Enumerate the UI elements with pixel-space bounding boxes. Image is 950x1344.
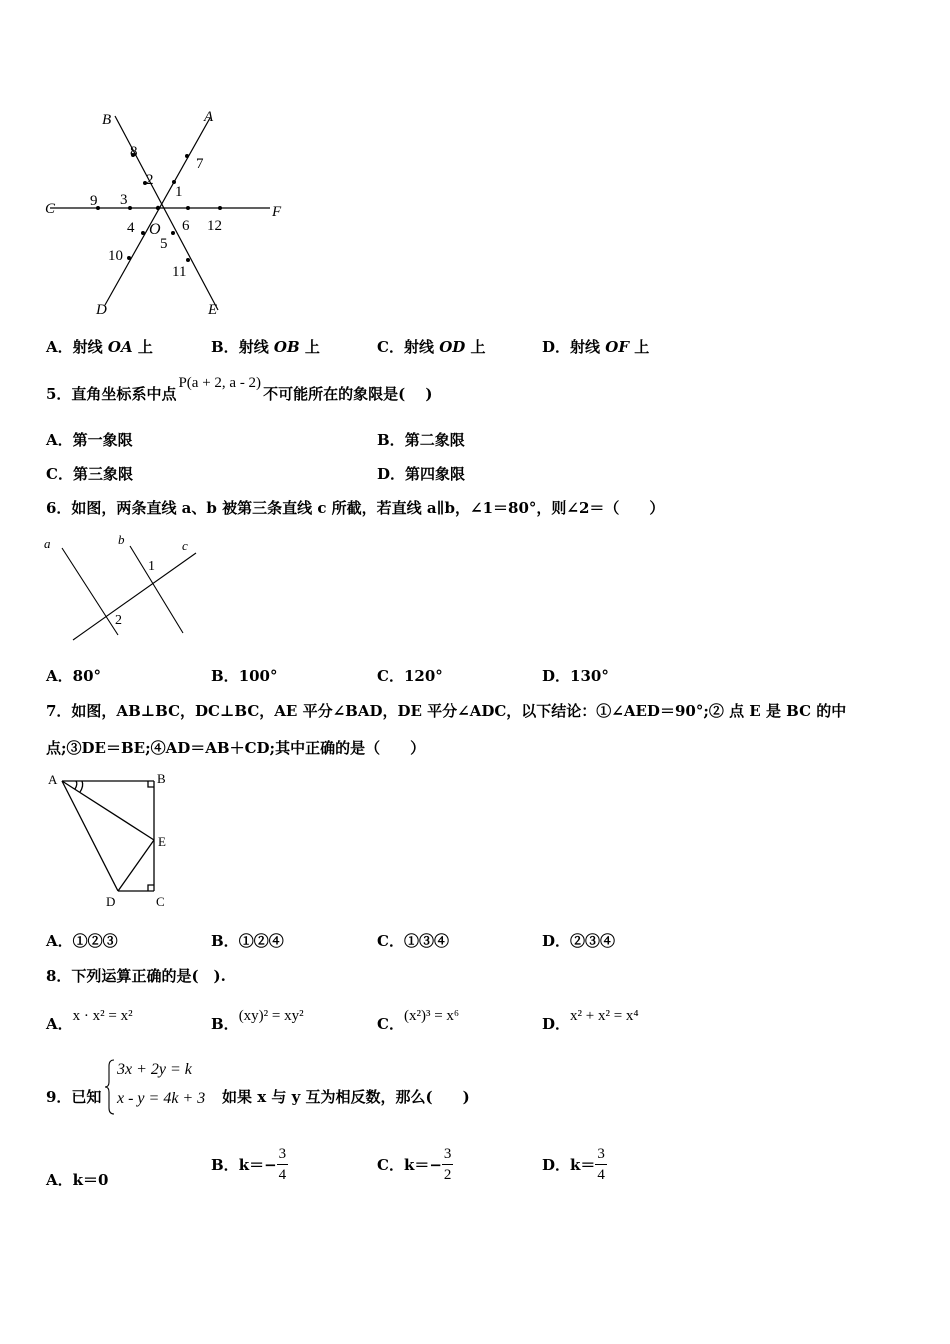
angle-arc-A1: [75, 781, 77, 789]
right-angle-B: [148, 781, 154, 787]
q6-option-d[interactable]: D．130°: [542, 667, 609, 685]
q9-brace: [104, 1058, 116, 1116]
q9-suffix: 如果 x 与 y 互为相反数，那么( ): [222, 1088, 470, 1106]
label-3: 3: [120, 192, 128, 208]
q8-option-c[interactable]: C．(x²)³ = x⁶: [377, 1008, 460, 1033]
point-10: [127, 256, 131, 260]
label-5: 5: [160, 236, 168, 252]
q7-figure: [40, 766, 180, 914]
q6-stem: 6．如图，两条直线 a、b 被第三条直线 c 所截，若直线 a∥b，∠1＝80°，则∠2＝（ ）: [46, 499, 665, 517]
q9-equation-1: 3x + 2y = k: [117, 1061, 192, 1078]
right-angle-C: [148, 885, 154, 891]
q5-option-b[interactable]: B．第二象限: [377, 431, 465, 449]
q6-option-c[interactable]: C．120°: [377, 667, 443, 685]
q6-option-a[interactable]: A．80°: [46, 667, 102, 685]
q7-option-b[interactable]: B．①②④: [211, 932, 284, 950]
label-7: 7: [196, 156, 204, 172]
q9-option-a[interactable]: A．k＝0: [46, 1171, 109, 1189]
q9-option-d[interactable]: D．k＝ $\frac{3}{4}$: [542, 1146, 605, 1183]
segment-DE: [118, 840, 154, 891]
label-8: 8: [130, 144, 138, 160]
label-1: 1: [175, 184, 183, 200]
q5-option-c[interactable]: C．第三象限: [46, 465, 133, 483]
line-a: [62, 548, 118, 635]
label-E: E: [208, 302, 218, 318]
label-F: F: [272, 204, 282, 220]
q4-option-c[interactable]: C．射线 OD 上: [377, 338, 486, 356]
point-4: [141, 231, 145, 235]
q5-stem: 5．直角坐标系中点P(a + 2, a - 2)不可能所在的象限是( ): [46, 375, 433, 403]
fraction: $\frac{3}{4}$: [597, 1146, 605, 1183]
label-A: A: [48, 772, 58, 787]
q5-option-d[interactable]: D．第四象限: [377, 465, 466, 483]
point-5: [171, 231, 175, 235]
label-a: a: [44, 536, 51, 551]
label-D: D: [106, 894, 116, 909]
angle-arc-A2: [80, 781, 83, 792]
label-1: 1: [148, 559, 155, 574]
line-AD: [105, 118, 210, 305]
q5-option-a[interactable]: A．第一象限: [46, 431, 133, 449]
label-10: 10: [108, 248, 123, 264]
fraction: $\frac{3}{4}$: [278, 1146, 287, 1183]
q5-point: P(a + 2, a - 2): [178, 375, 262, 391]
q7-option-d[interactable]: D．②③④: [542, 932, 616, 950]
label-4: 4: [127, 220, 135, 236]
label-C: C: [156, 894, 165, 909]
label-B: B: [157, 771, 166, 786]
q4-option-b[interactable]: B．射线 OB 上: [211, 338, 320, 356]
q8-option-a[interactable]: A．x · x² = x²: [46, 1008, 133, 1033]
label-C: C: [45, 201, 56, 217]
q9-option-b[interactable]: B．k＝− $\frac{3}{4}$: [211, 1146, 287, 1183]
q4-figure: [40, 100, 300, 325]
label-O: O: [149, 221, 161, 238]
label-A: A: [204, 109, 214, 125]
q8-option-d[interactable]: D．x² + x² = x⁴: [542, 1008, 639, 1033]
q6-figure: [40, 530, 210, 648]
point-11: [186, 258, 190, 262]
q9-prefix: 9．已知: [46, 1088, 102, 1106]
q8-stem: 8．下列运算正确的是( ).: [46, 967, 226, 985]
label-12: 12: [207, 218, 222, 234]
label-2: 2: [115, 613, 122, 628]
segment-AD: [62, 781, 118, 891]
q9-equation-2: x - y = 4k + 3: [117, 1090, 206, 1107]
point-12: [218, 206, 222, 210]
point-7: [185, 154, 189, 158]
label-b: b: [118, 532, 125, 547]
q7-option-a[interactable]: A．①②③: [46, 932, 118, 950]
q7-option-c[interactable]: C．①③④: [377, 932, 449, 950]
point-O: [156, 206, 160, 210]
label-E: E: [158, 834, 166, 849]
q8-option-b[interactable]: B．(xy)² = xy²: [211, 1008, 304, 1033]
q7-stem-line1: 7．如图，AB⊥BC，DC⊥BC，AE 平分∠BAD，DE 平分∠ADC，以下结论：①∠AED＝90°;② 点 E 是 BC 的中: [46, 702, 847, 720]
q7-stem-line2: 点;③DE＝BE;④AD＝AB＋CD;其中正确的是（ ）: [46, 739, 426, 757]
q4-option-a[interactable]: A．射线 OA 上: [46, 338, 153, 356]
label-B: B: [102, 112, 112, 128]
label-9: 9: [90, 193, 98, 209]
point-3: [128, 206, 132, 210]
label-2: 2: [146, 172, 154, 188]
q9-option-c[interactable]: C．k＝− $\frac{3}{2}$: [377, 1146, 452, 1183]
point-6: [186, 206, 190, 210]
q6-option-b[interactable]: B．100°: [211, 667, 278, 685]
label-11: 11: [172, 264, 187, 280]
q4-option-d[interactable]: D．射线 OF 上: [542, 338, 650, 356]
label-D: D: [96, 302, 107, 318]
label-6: 6: [182, 218, 190, 234]
fraction: $\frac{3}{2}$: [443, 1146, 452, 1183]
line-c: [73, 553, 196, 640]
line-b: [130, 546, 183, 633]
segment-AE: [62, 781, 154, 840]
label-c: c: [182, 538, 188, 553]
